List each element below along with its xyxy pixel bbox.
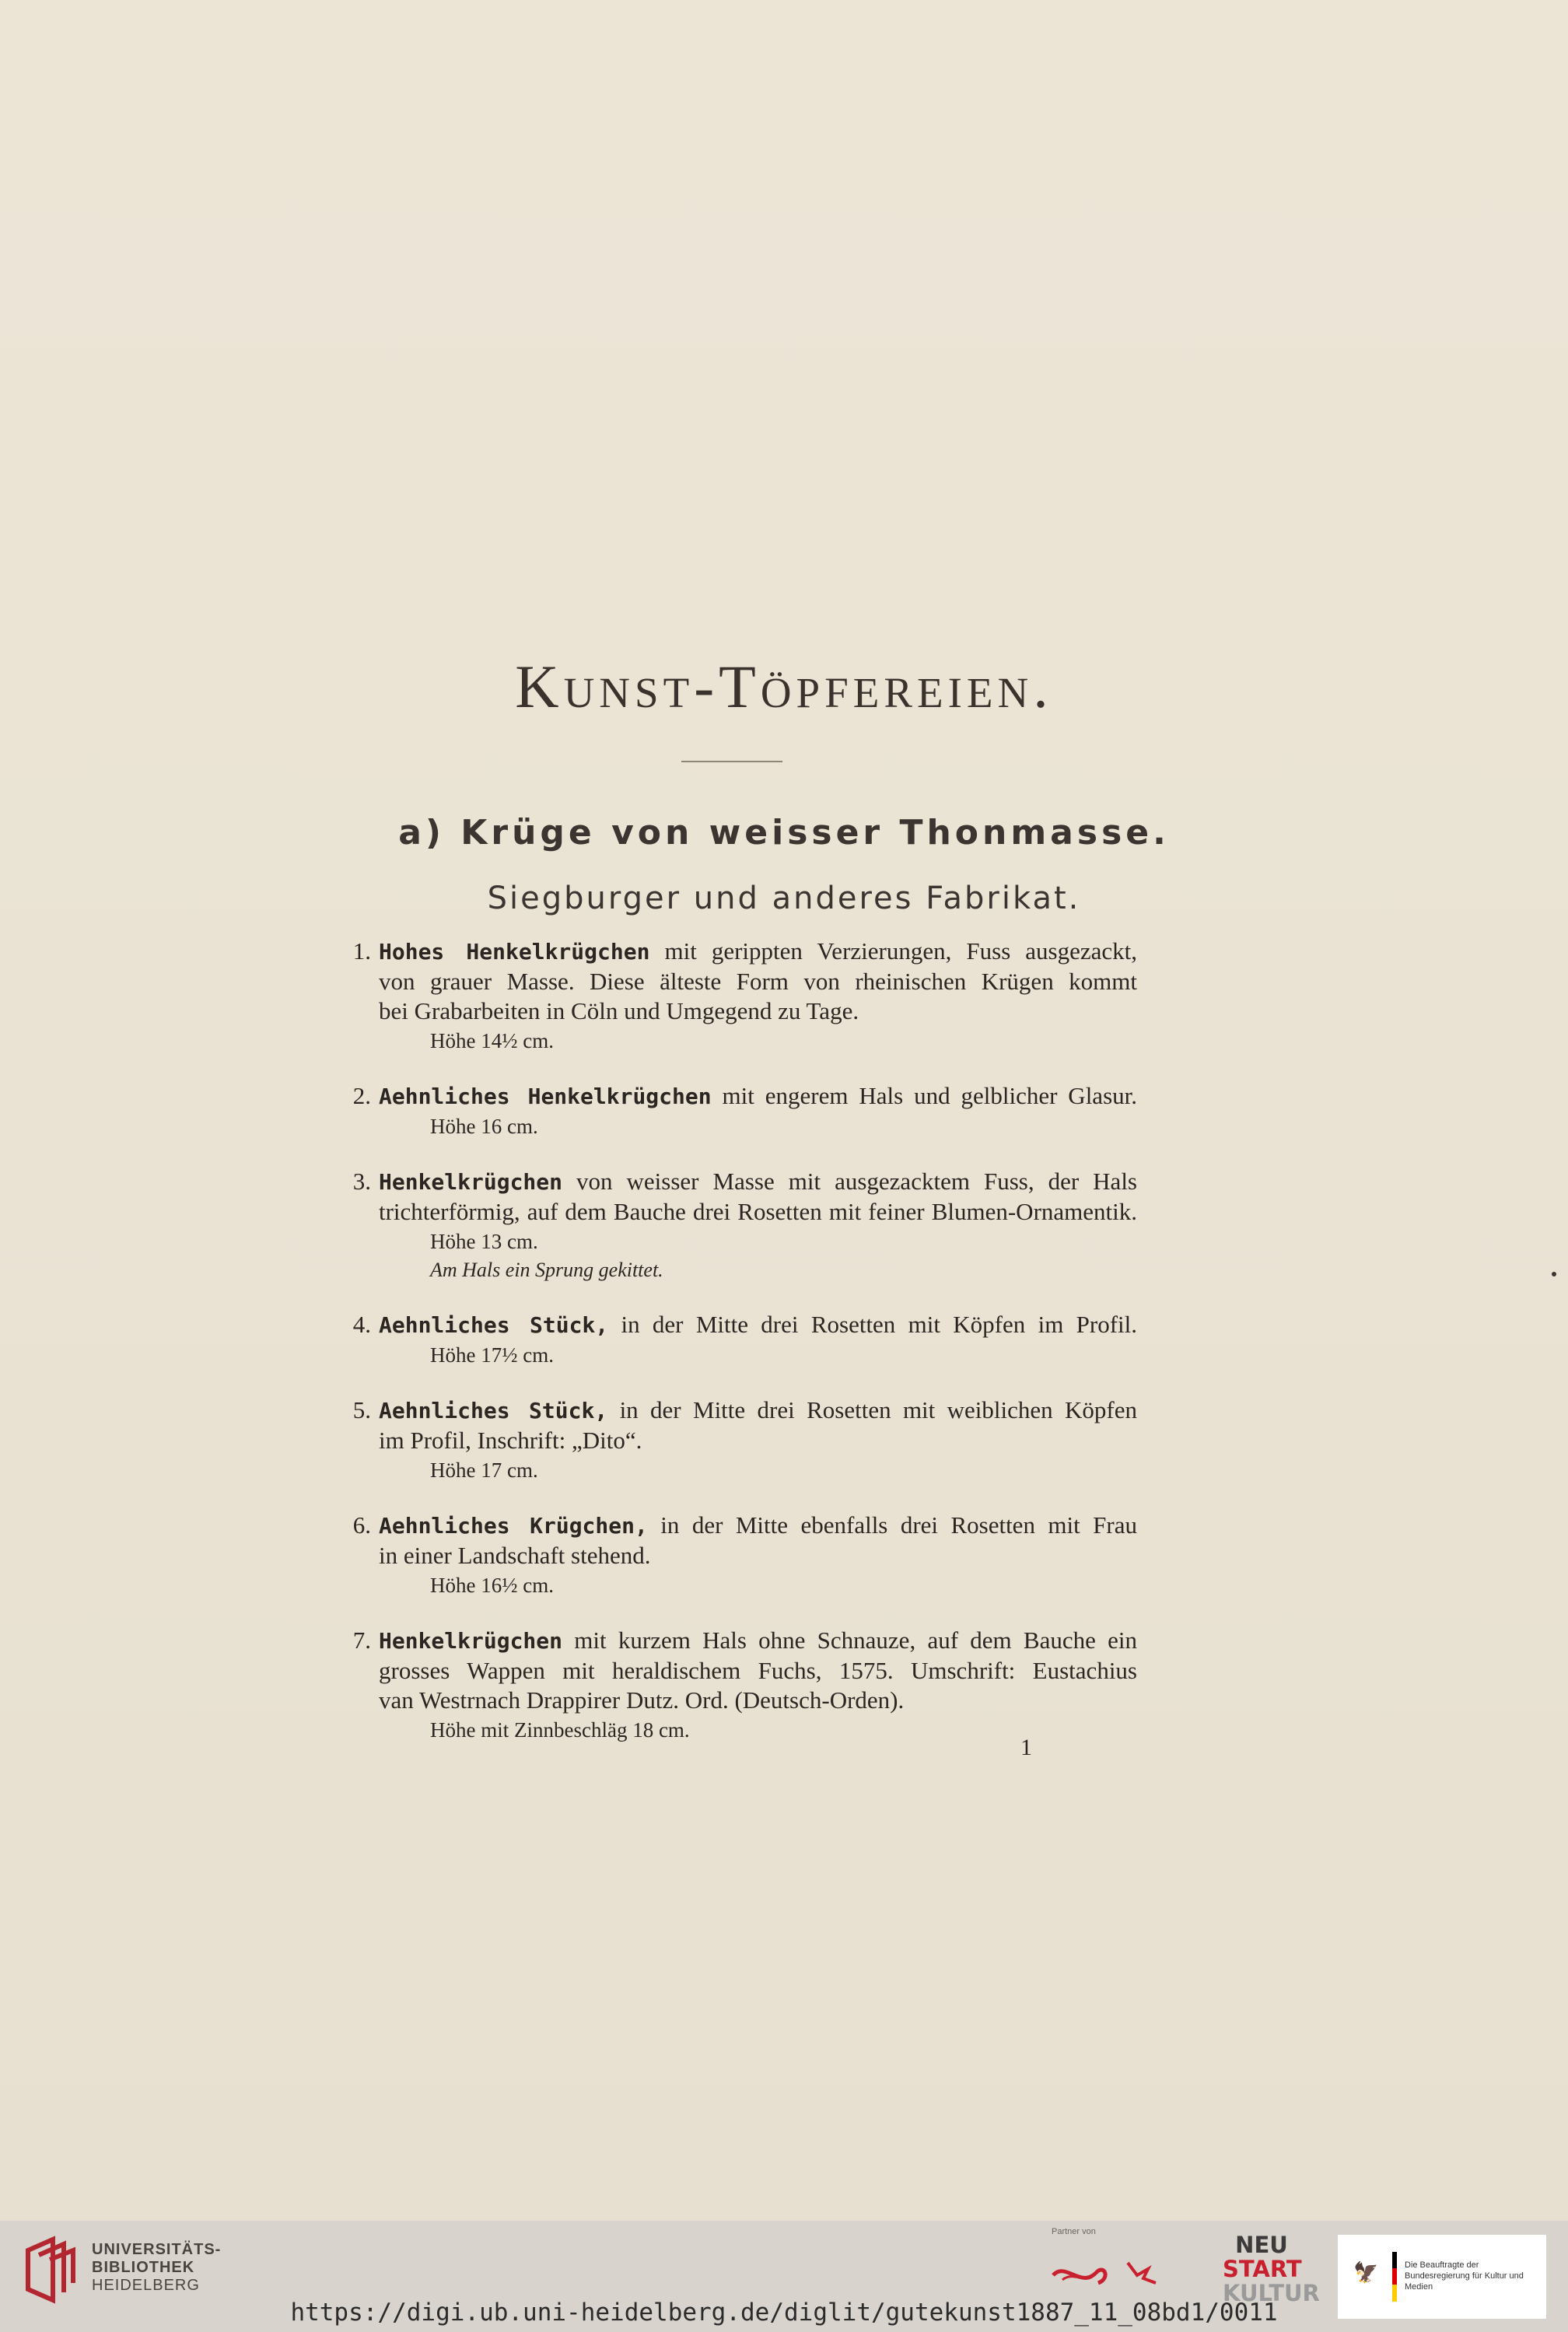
entry-text: mit gerippten Verzierungen, Fuss ausgezackt, [649,937,1138,965]
entry-text: in der Mitte ebenfalls drei Rosetten mit Frau [647,1511,1137,1539]
entry-dimension: Höhe mit Zinnbeschläg 18 cm. [430,1718,690,1742]
catalog-entry [336,937,1137,1056]
entry-dimension: Höhe 16½ cm. [430,1574,554,1597]
entry-note: Am Hals ein Sprung gekittet. [430,1259,663,1281]
catalog-entry [336,1310,1137,1370]
entry-name: Aehnliches Krügchen, [379,1513,648,1539]
title-divider [681,761,782,762]
entry-line: in einer Landschaft stehend. [379,1542,651,1569]
neustart-kultur-logo[interactable] [1223,2232,1320,2306]
entry-number: 1. [352,937,371,965]
entry-name: Aehnliches Henkelkrügchen [379,1084,712,1109]
entry-line: trichterförmig, auf dem Bauche drei Rosetten mit feiner Blumen-Ornamentik. [379,1198,1137,1225]
entry-line: von grauer Masse. Diese älteste Form von rheinischen Krügen kommt [379,968,1137,995]
entry-line [379,1395,1137,1426]
entry-number: 6. [352,1511,371,1539]
entry-number: 2. [352,1082,371,1109]
entry-line [379,937,1137,967]
entry-text: von weisser Masse mit ausgezacktem Fuss, der Hals [562,1168,1137,1195]
catalog-entry [336,1626,1137,1745]
entry-text: in der Mitte drei Rosetten mit weiblichen Köpfen [607,1396,1137,1423]
entry-dimension: Höhe 17 cm. [430,1458,538,1482]
entry-number: 4. [352,1311,371,1338]
catalog-entry [336,1511,1137,1600]
bkm-text: Die Beauftragte der Bundesregierung für Kultur und Medien [1405,2260,1524,2292]
entry-line [379,1511,1137,1541]
entry-dimension: Höhe 17½ cm. [430,1343,554,1367]
partner-label: Partner von [1052,2227,1096,2236]
entry-line: van Westrnach Drappirer Dutz. Ord. (Deutsch-Orden). [379,1686,905,1714]
entry-line [379,1310,1137,1340]
entry-dimension: Höhe 16 cm. [430,1115,538,1138]
entry-line [379,1167,1137,1197]
german-flag-icon [1392,2252,1397,2302]
entry-dimension: Höhe 13 cm. [430,1230,538,1253]
entry-line: bei Grabarbeiten in Cöln und Umgegend zu Tage. [379,997,859,1024]
catalog-entry [336,1167,1137,1284]
university-library-logo[interactable] [22,2235,78,2305]
page-title: Kunst-Töpfereien. [515,653,1053,720]
neustart-line: START [1223,2256,1302,2282]
page-url[interactable]: https://digi.ub.uni-heidelberg.de/diglit/gutekunst1887_11_08bd1/0011 [290,2299,1278,2327]
federal-eagle-icon: 🦅 [1353,2261,1379,2285]
catalog-entry [336,1395,1137,1485]
entry-number: 5. [352,1396,371,1423]
entry-name: Henkelkrügchen [379,1628,563,1654]
entry-name: Hohes Henkelkrügchen [379,939,650,965]
entry-number: 7. [352,1626,371,1654]
entry-number: 3. [352,1168,371,1195]
library-line: BIBLIOTHEK [92,2259,195,2276]
entry-text: mit kurzem Hals ohne Schnauze, auf dem Bauche ein [562,1626,1137,1654]
footer-bar [0,2221,1568,2332]
entry-line: grosses Wappen mit heraldischem Fuchs, 1575. Umschrift: Eustachius [379,1657,1137,1684]
section-subheading: Siegburger und anderes Fabrikat. [487,881,1081,916]
library-line: HEIDELBERG [92,2277,200,2294]
page-number: 1 [1020,1735,1032,1760]
neustart-line: KULTUR [1223,2280,1320,2306]
entry-name: Henkelkrügchen [379,1169,563,1195]
section-heading: a) Krüge von weisser Thonmasse. [398,813,1170,853]
catalog-entries [336,937,1137,1770]
entry-text: mit engerem Hals und gelblicher Glasur. [711,1082,1137,1109]
entry-name: Aehnliches Stück, [379,1312,609,1338]
university-library-name [92,2241,221,2295]
entry-text: in der Mitte drei Rosetten mit Köpfen im Profil. [608,1311,1138,1338]
entry-line [379,1081,1137,1112]
entry-dimension: Höhe 14½ cm. [430,1029,554,1052]
deutsche-digitale-bibliothek-logo[interactable] [1050,2252,1167,2299]
neustart-line: NEU [1235,2232,1288,2258]
paper-speck [1552,1272,1556,1276]
catalog-entry [336,1081,1137,1141]
entry-line [379,1626,1137,1656]
entry-line: im Profil, Inschrift: „Dito“. [379,1427,642,1454]
library-line: UNIVERSITÄTS- [92,2241,222,2258]
entry-name: Aehnliches Stück, [379,1398,608,1423]
